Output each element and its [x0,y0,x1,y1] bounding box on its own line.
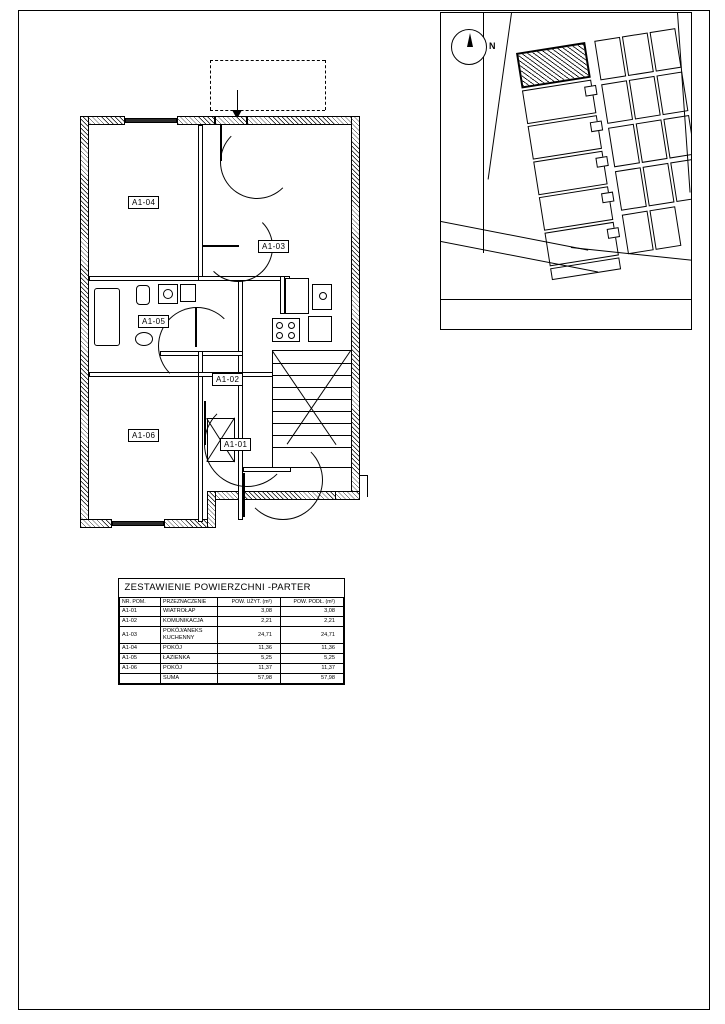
cell-summary-floor: 57,98 [281,674,344,684]
cell-room-number: A1-06 [120,664,161,674]
site-plan-inset [440,12,692,330]
table-row [120,654,344,664]
lot-block [629,76,661,120]
site-boundary-vertical-2 [488,13,512,180]
fridge-knob [319,292,327,300]
room-label-a1-03: A1-03 [258,240,289,253]
cell-room-number: A1-02 [120,617,161,627]
cell-floor-area: 11,36 [281,644,344,654]
room-label-a1-06: A1-06 [128,429,159,442]
header-usable-area: POW. UŻYT. (m²) [218,597,281,607]
stair-step [273,399,351,400]
exterior-wall-top-mid [177,116,215,125]
cell-floor-area: 11,37 [281,664,344,674]
unit-entry-marker [584,85,597,97]
canopy-outline-right [325,60,326,110]
cell-usable-area: 2,21 [218,617,281,627]
exterior-wall-bottom-step [207,491,216,528]
stair-step [273,363,351,364]
lot-block [643,163,675,207]
room-label-a1-04: A1-04 [128,196,159,209]
exterior-wall-right [351,116,360,496]
table-row [120,644,344,654]
compass-north-label: N [489,41,496,51]
burner-2 [288,322,295,329]
area-schedule-table [118,578,345,685]
table-header-row [120,597,344,607]
lot-block [594,37,626,81]
stair-diagonal-2 [287,350,351,444]
cell-room-purpose: WIATROŁAP [161,607,218,617]
cell-room-number: A1-01 [120,607,161,617]
cell-summary-label: SUMA [161,674,218,684]
header-room-number: NR. POM. [120,597,161,607]
lot-block [608,124,640,168]
entrance-door-frame-top [215,116,247,125]
canopy-outline-left [210,60,211,110]
burner-3 [276,332,283,339]
compass-rose [451,29,487,65]
lot-block [601,80,633,124]
burner-4 [288,332,295,339]
bathroom-cabinet [180,284,196,302]
cell-room-purpose: POKÓJ [161,664,218,674]
cell-room-number: A1-03 [120,627,161,644]
cell-usable-area: 3,08 [218,607,281,617]
site-edge-bottom [441,299,692,300]
cell-usable-area: 5,25 [218,654,281,664]
window-bottom-left [112,521,164,526]
exterior-wall-top-right [247,116,360,125]
lot-block [649,206,681,250]
lot-block [615,167,647,211]
lot-block [636,119,668,163]
cell-usable-area: 11,37 [218,664,281,674]
lot-block [622,211,654,255]
kitchen-sink [308,316,332,342]
cell-floor-area: 24,71 [281,627,344,644]
lot-block [650,28,682,72]
interior-wall-v-upper [198,125,203,277]
stair-step [273,375,351,376]
exterior-wall-bottom-left [80,519,112,528]
header-room-purpose: PRZEZNACZENIE [161,597,218,607]
exterior-wall-bottom-right2 [335,491,360,500]
cell-floor-area: 5,25 [281,654,344,664]
table-row [120,607,344,617]
exterior-wall-left [80,116,89,528]
cell-usable-area: 11,36 [218,644,281,654]
table-title-row [120,579,344,597]
interior-wall-bath-right [238,276,243,378]
stove [272,318,300,342]
site-plan-content [441,13,692,330]
stair-step [273,387,351,388]
table-row [120,627,344,644]
floor-plan-drawing [80,60,370,550]
cell-floor-area: 2,21 [281,617,344,627]
room-label-a1-02: A1-02 [212,373,243,386]
unit-entry-marker [607,227,620,239]
cell-room-purpose: POKÓJ [161,644,218,654]
interior-wall-v-hall2 [198,372,203,522]
cell-summary-blank [120,674,161,684]
table-row [120,617,344,627]
room-label-a1-05: A1-05 [138,315,169,328]
canopy-outline-top [210,60,325,61]
cell-room-number: A1-04 [120,644,161,654]
table-summary-row [120,674,344,684]
canopy-outline-bottom [210,110,325,111]
cell-room-number: A1-05 [120,654,161,664]
cell-usable-area: 24,71 [218,627,281,644]
room-label-a1-01: A1-01 [220,438,251,451]
washing-machine-drum [163,289,173,299]
compass-needle-icon [467,33,473,47]
unit-entry-marker [590,120,603,132]
door-entrance-arc [220,125,294,199]
kitchen-counter [285,278,309,314]
lot-block [622,32,654,76]
window-top-left [125,118,177,123]
table-title: ZESTAWIENIE POWIERZCHNI -PARTER [120,579,344,597]
interior-wall-h-upper [89,276,203,281]
cell-summary-usable: 57,98 [218,674,281,684]
header-floor-area: POW. PODŁ. (m²) [281,597,344,607]
cell-floor-area: 3,08 [281,607,344,617]
door-wiatrolap-arc [243,440,323,520]
unit-entry-marker [601,192,614,204]
table-row [120,664,344,674]
toilet [136,285,150,305]
cell-room-purpose: KOMUNIKACJA [161,617,218,627]
cell-room-purpose: POKÓJ/ANEKS KUCHENNY [161,627,218,644]
burner-1 [276,322,283,329]
cell-room-purpose: ŁAZIENKA [161,654,218,664]
terrace-edge-right-v [367,475,368,497]
sink-basin [135,332,153,346]
unit-entry-marker [595,156,608,168]
bathtub [94,288,120,346]
